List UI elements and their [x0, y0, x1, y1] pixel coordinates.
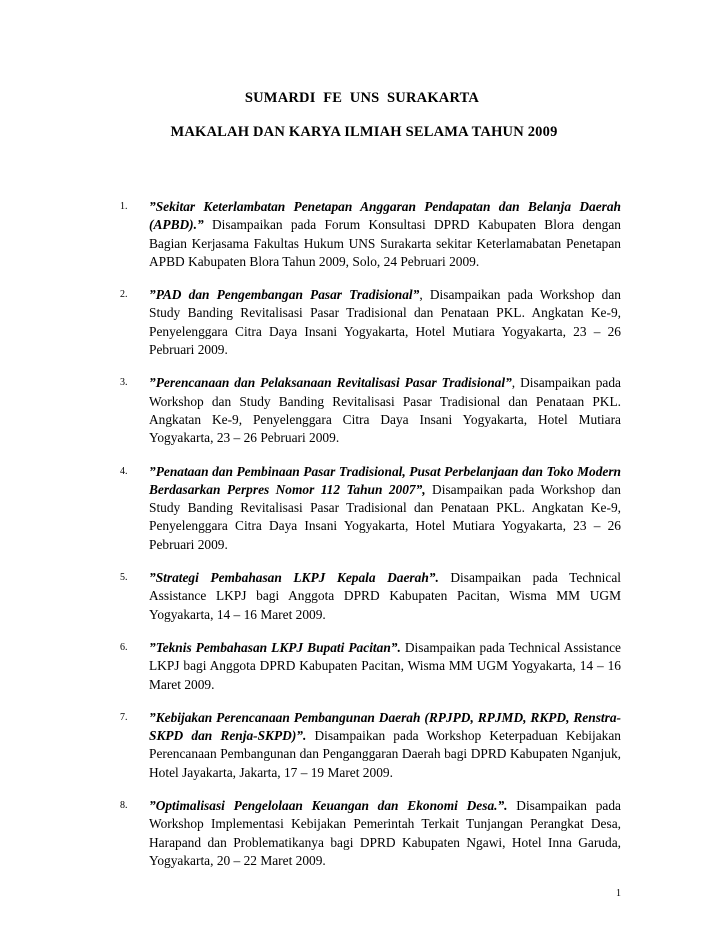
list-item	[120, 569, 625, 624]
document-title: MAKALAH DAN KARYA ILMIAH SELAMA TAHUN 2009	[170, 124, 558, 140]
item-body: Disampaikan pada Workshop Implementasi Kebijakan Pemerintah Terkait Tunjangan Perangkat Desa, Harapand dan Problematikanya bagi DPRD Kabupaten Ngawi, Hotel Inna Garuda, Yogyakarta, 20 – 22 Maret 2009.	[149, 798, 621, 868]
item-text	[149, 286, 621, 359]
item-title: ”PAD dan Pengembangan Pasar Tradisional”	[149, 287, 420, 303]
item-title: ”Penataan dan Pembinaan Pasar Tradisional, Pusat Perbelanjaan dan Toko Modern Berdasarkan Perpres Nomor 112 Tahun 2007”,	[149, 463, 621, 497]
item-title: ”Kebijakan Perencanaan Pembangunan Daerah (RPJPD, RPJMD, RKPD, Renstra-SKPD dan Renja-SKPD)”.	[149, 709, 621, 744]
item-text	[149, 639, 621, 694]
item-text	[149, 797, 621, 870]
item-body: , Disampaikan pada Workshop dan Study Banding Revitalisasi Pasar Tradisional dan Penataan PKL. Angkatan Ke-9, Penyelenggara Citra Daya Insani Yogyakarta, Hotel Mutiara Yogyakarta, 23 – 26 Pebruari 2009.	[149, 375, 621, 446]
item-text	[149, 374, 621, 447]
item-text	[149, 569, 621, 624]
list-item	[120, 198, 625, 271]
item-title: ”Teknis Pembahasan LKPJ Bupati Pacitan”.	[149, 639, 401, 655]
item-text	[149, 463, 621, 554]
item-number: 2.	[120, 289, 128, 301]
item-text	[149, 198, 621, 271]
list-item	[120, 286, 625, 359]
item-text	[149, 709, 621, 782]
item-body: Disampaikan pada Technical Assistance LKPJ bagi Anggota DPRD Kabupaten Pacitan, Wisma MM UGM Yogyakarta, 14 – 16 Maret 2009.	[149, 639, 621, 692]
list-item	[120, 374, 625, 447]
paper-list	[120, 198, 625, 885]
item-number: 3.	[120, 377, 128, 389]
item-number: 6.	[120, 641, 128, 653]
item-title: ”Perencanaan dan Pelaksanaan Revitalisasi Pasar Tradisional”	[149, 375, 512, 391]
item-body: , Disampaikan pada Workshop dan Study Banding Revitalisasi Pasar Tradisional dan Penataan PKL. Angkatan Ke-9, Penyelenggara Citra Daya Insani Yogyakarta, Hotel Mutiara Yogyakarta, 23 – 26 Pebruari 2009.	[149, 287, 621, 358]
list-item	[120, 639, 625, 694]
item-title: ”Sekitar Keterlambatan Penetapan Anggaran Pendapatan dan Belanja Daerah (APBD).”	[149, 199, 621, 233]
author-heading	[0, 90, 728, 107]
page-number: 1	[616, 888, 621, 899]
author-heading-text: SUMARDI FE UNS SURAKARTA	[244, 90, 480, 106]
list-item	[120, 797, 625, 870]
item-body: Disampaikan pada Forum Konsultasi DPRD Kabupaten Blora dengan Bagian Kerjasama Fakultas Hukum UNS Surakarta sekitar Keterlamabatan Penetapan APBD Kabupaten Blora Tahun 2009, Solo, 24 Pebruari 2009.	[149, 217, 621, 269]
item-title: ”Strategi Pembahasan LKPJ Kepala Daerah”.	[149, 570, 439, 586]
item-body: Disampaikan pada Workshop Keterpaduan Kebijakan Perencanaan Pembangunan dan Penganggaran Daerah bagi DPRD Kabupaten Nganjuk, Hotel Jayakarta, Jakarta, 17 – 19 Maret 2009.	[149, 728, 621, 780]
list-item	[120, 463, 625, 554]
item-number: 5.	[120, 572, 128, 584]
item-number: 4.	[120, 465, 128, 477]
list-item	[120, 709, 625, 782]
item-body: Disampaikan pada Workshop dan Study Banding Revitalisasi Pasar Tradisional dan Penataan PKL. Angkatan Ke-9, Penyelenggara Citra Daya Insani Yogyakarta, Hotel Mutiara Yogyakarta, 23 – 26 Pebruari 2009.	[149, 481, 621, 552]
item-number: 8.	[120, 800, 128, 812]
item-number: 7.	[120, 711, 128, 723]
item-title: ”Optimalisasi Pengelolaan Keuangan dan Ekonomi Desa.”.	[149, 798, 508, 814]
item-number: 1.	[120, 201, 128, 212]
item-body: Disampaikan pada Technical Assistance LKPJ bagi Anggota DPRD Kabupaten Pacitan, Wisma MM UGM Yogyakarta, 14 – 16 Maret 2009.	[149, 570, 621, 622]
